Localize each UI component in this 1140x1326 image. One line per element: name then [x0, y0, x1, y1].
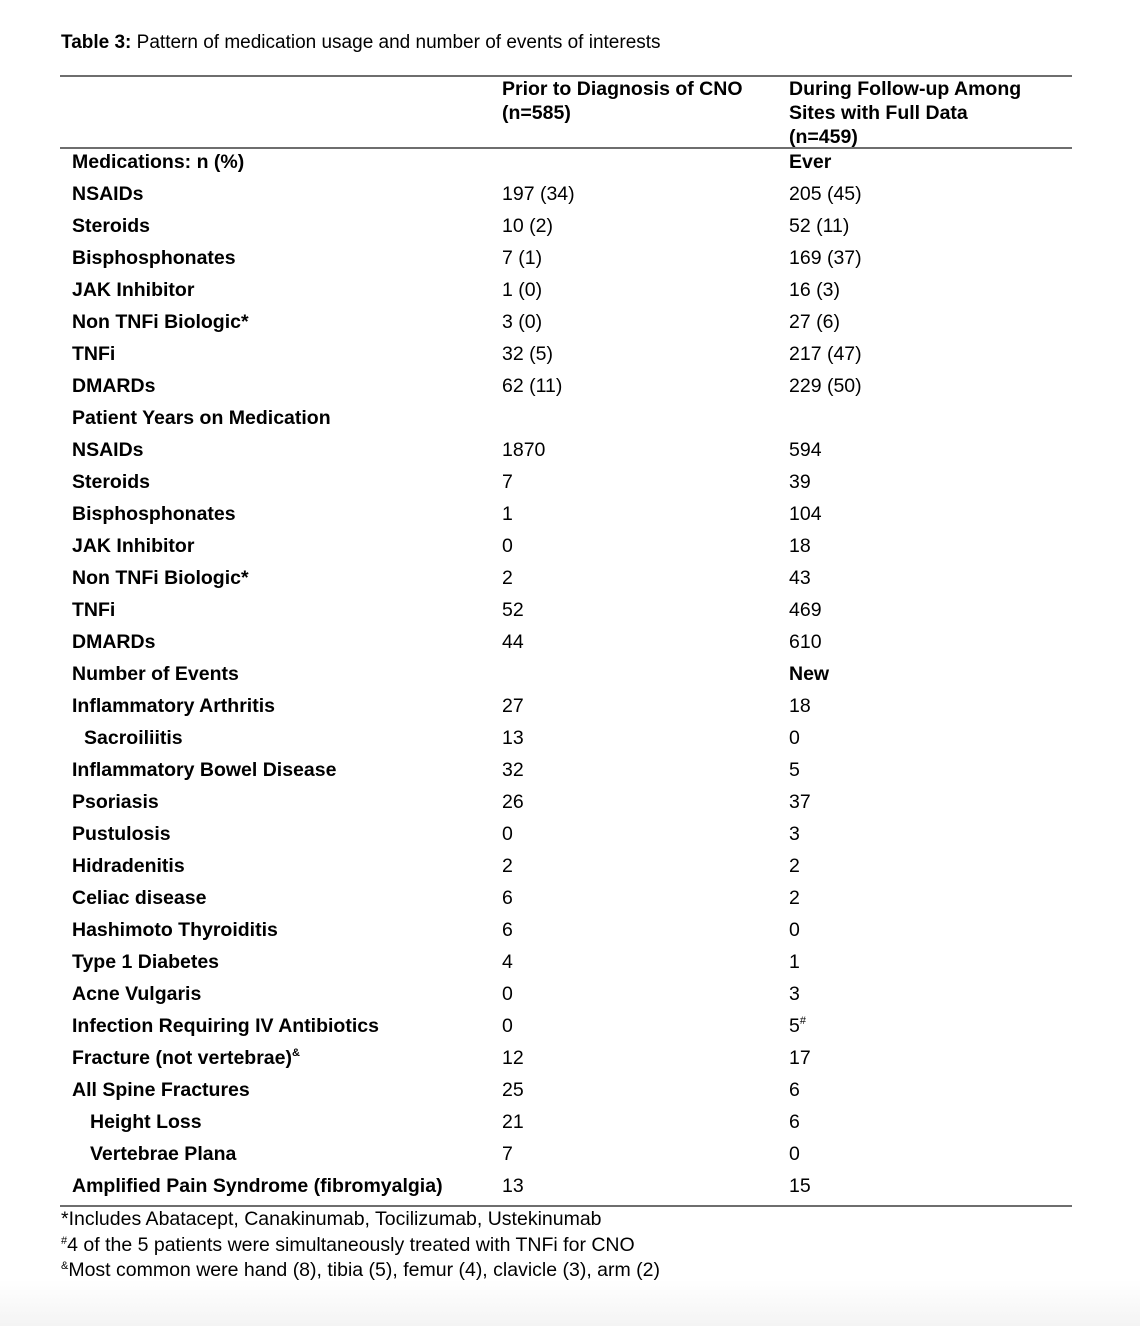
followup-value-text: 39 — [789, 471, 811, 493]
row-label-text: Inflammatory Bowel Disease — [72, 759, 337, 781]
table-row — [60, 306, 1072, 338]
prior-value: 21 — [502, 1111, 524, 1133]
row-label-text: Steroids — [72, 471, 151, 493]
row-label-text: Non TNFi Biologic* — [72, 567, 249, 589]
prior-value: 1870 — [502, 439, 546, 461]
row-label — [72, 210, 150, 242]
row-label — [72, 274, 194, 306]
table-title-label: Table 3: — [61, 32, 132, 53]
row-label-text: Steroids — [72, 215, 151, 237]
prior-value: 1 (0) — [502, 279, 543, 301]
followup-value-text: 6 — [789, 1111, 800, 1133]
row-label — [72, 786, 159, 818]
row-label — [72, 626, 155, 658]
row-label-text: Patient Years on Medication — [72, 407, 331, 429]
prior-value: 2 — [502, 855, 513, 877]
followup-value-text: 217 (47) — [789, 343, 862, 365]
row-label-text: Hashimoto Thyroiditis — [72, 919, 278, 941]
followup-value — [789, 1138, 800, 1170]
row-label-text: Number of Events — [72, 663, 239, 685]
table-row — [60, 1106, 1072, 1138]
row-label — [72, 178, 144, 210]
table-row — [60, 946, 1072, 978]
row-label-text: Non TNFi Biologic* — [72, 311, 249, 333]
table-row — [60, 1010, 1072, 1042]
table-row — [60, 178, 1072, 210]
column-header-followup-line3: (n=459) — [789, 126, 858, 148]
followup-value-text: 5 — [789, 1015, 800, 1037]
row-label — [72, 690, 275, 722]
column-header-followup — [789, 77, 1021, 149]
row-label — [84, 722, 183, 754]
row-label — [72, 338, 115, 370]
row-label-text: JAK Inhibitor — [72, 535, 195, 557]
row-label — [72, 466, 150, 498]
row-label — [72, 754, 336, 786]
prior-value: 2 — [502, 567, 513, 589]
row-label-text: Infection Requiring IV Antibiotics — [72, 1015, 379, 1037]
followup-value — [789, 434, 822, 466]
table-row — [60, 1170, 1072, 1202]
prior-value: 0 — [502, 1015, 513, 1037]
table-row — [60, 242, 1072, 274]
footnote-marker: & — [291, 1047, 300, 1059]
prior-value: 13 — [502, 727, 524, 749]
table-row — [60, 210, 1072, 242]
followup-value-text: 3 — [789, 823, 800, 845]
row-label-text: JAK Inhibitor — [72, 279, 195, 301]
row-label-text: Vertebrae Plana — [90, 1143, 237, 1165]
prior-value: 197 (34) — [502, 183, 575, 205]
row-label — [72, 242, 236, 274]
row-label — [72, 370, 155, 402]
table-row — [60, 1138, 1072, 1170]
prior-value: 7 — [502, 1143, 513, 1165]
column-header-prior — [502, 77, 743, 125]
prior-value: 0 — [502, 823, 513, 845]
prior-value: 44 — [502, 631, 524, 653]
row-label-text: Pustulosis — [72, 823, 171, 845]
row-label — [72, 530, 194, 562]
section-label — [72, 146, 244, 178]
column-header-followup-line1: During Follow-up Among — [789, 78, 1022, 100]
row-label-text: Inflammatory Arthritis — [72, 695, 275, 717]
row-label-text: NSAIDs — [72, 183, 144, 205]
footnote-text: 4 of the 5 patients were simultaneously treated with TNFi for CNO — [67, 1233, 635, 1256]
prior-value: 6 — [502, 919, 513, 941]
prior-value: 10 (2) — [502, 215, 553, 237]
row-label — [72, 434, 144, 466]
prior-value: 25 — [502, 1079, 524, 1101]
table-row — [60, 626, 1072, 658]
followup-value — [789, 242, 862, 274]
prior-value: 52 — [502, 599, 524, 621]
row-label-text: Height Loss — [90, 1111, 202, 1133]
row-label — [72, 978, 201, 1010]
row-label — [72, 882, 206, 914]
followup-value-text: 5 — [789, 759, 800, 781]
column-header-prior-line2: (n=585) — [502, 102, 571, 124]
row-label — [72, 1170, 443, 1202]
followup-value-text: 43 — [789, 567, 811, 589]
prior-value: 1 — [502, 503, 513, 525]
row-label-text: Celiac disease — [72, 887, 207, 909]
row-label-text: Hidradenitis — [72, 855, 185, 877]
table-row — [60, 754, 1072, 786]
row-label-text: Bisphosphonates — [72, 247, 236, 269]
prior-value: 12 — [502, 1047, 524, 1069]
row-label-text: DMARDs — [72, 631, 156, 653]
followup-value — [789, 306, 840, 338]
section-header-row — [60, 146, 1072, 178]
prior-value: 7 — [502, 471, 513, 493]
row-label — [72, 914, 278, 946]
row-label — [72, 562, 249, 594]
row-label — [72, 594, 115, 626]
prior-value: 6 — [502, 887, 513, 909]
table-row — [60, 370, 1072, 402]
table-row — [60, 1074, 1072, 1106]
followup-value-text: 18 — [789, 535, 811, 557]
row-label-text: Acne Vulgaris — [72, 983, 202, 1005]
row-label-text: All Spine Fractures — [72, 1079, 250, 1101]
followup-value — [789, 946, 800, 978]
row-label-text: Type 1 Diabetes — [72, 951, 220, 973]
table-title — [61, 31, 661, 55]
followup-value — [789, 338, 862, 370]
table-row — [60, 914, 1072, 946]
followup-value-text: 6 — [789, 1079, 800, 1101]
row-label-text: TNFi — [72, 343, 116, 365]
table-row — [60, 562, 1072, 594]
prior-value: 7 (1) — [502, 247, 543, 269]
row-label — [90, 1106, 202, 1138]
footnote-marker: # — [799, 1015, 806, 1027]
followup-value-text: 2 — [789, 855, 800, 877]
row-label — [72, 498, 236, 530]
table-row — [60, 722, 1072, 754]
row-label-text: Fracture (not vertebrae) — [72, 1047, 292, 1069]
followup-value — [789, 466, 811, 498]
followup-value — [789, 626, 822, 658]
followup-value — [789, 562, 811, 594]
followup-value-text: 104 — [789, 503, 822, 525]
followup-value-text: 0 — [789, 919, 800, 941]
column-header-followup-line2: Sites with Full Data — [789, 102, 968, 124]
followup-value — [789, 370, 862, 402]
prior-value: 13 — [502, 1175, 524, 1197]
row-label-text: DMARDs — [72, 375, 156, 397]
table-row — [60, 530, 1072, 562]
followup-value — [789, 690, 811, 722]
followup-value — [789, 722, 800, 754]
row-label — [72, 306, 249, 338]
table-row — [60, 882, 1072, 914]
followup-value — [789, 530, 811, 562]
followup-value — [789, 1010, 806, 1042]
row-label — [72, 1042, 300, 1074]
followup-value-text: 610 — [789, 631, 822, 653]
prior-value: 32 — [502, 759, 524, 781]
row-label — [72, 1010, 379, 1042]
followup-value-text: 17 — [789, 1047, 811, 1069]
row-label-text: Bisphosphonates — [72, 503, 236, 525]
row-label-text: Sacroiliitis — [84, 727, 183, 749]
followup-value-text: 169 (37) — [789, 247, 862, 269]
prior-value: 26 — [502, 791, 524, 813]
section-header-row — [60, 402, 1072, 434]
prior-value: 62 (11) — [502, 375, 563, 397]
followup-value-text: 594 — [789, 439, 822, 461]
row-label — [72, 850, 185, 882]
table-row — [60, 338, 1072, 370]
followup-value — [789, 178, 862, 210]
row-label — [90, 1138, 236, 1170]
followup-value-text: 16 (3) — [789, 279, 840, 301]
row-label — [72, 818, 171, 850]
followup-value-text: 229 (50) — [789, 375, 862, 397]
section-label — [72, 658, 239, 690]
followup-value-text: 469 — [789, 599, 822, 621]
row-label-text: TNFi — [72, 599, 116, 621]
followup-value — [789, 786, 811, 818]
followup-value — [789, 1106, 800, 1138]
followup-value — [789, 978, 800, 1010]
followup-value-text: Ever — [789, 151, 832, 173]
table-row — [60, 274, 1072, 306]
section-subheader — [789, 658, 829, 690]
followup-value-text: 27 (6) — [789, 311, 840, 333]
footnote — [61, 1233, 635, 1259]
followup-value-text: 0 — [789, 1143, 800, 1165]
followup-value-text: 205 (45) — [789, 183, 862, 205]
table-row — [60, 466, 1072, 498]
followup-value — [789, 1042, 811, 1074]
followup-value — [789, 210, 849, 242]
row-label — [72, 1074, 250, 1106]
table-row — [60, 1042, 1072, 1074]
followup-value — [789, 274, 840, 306]
prior-value: 32 (5) — [502, 343, 553, 365]
table-row — [60, 850, 1072, 882]
footnote-marker: # — [61, 1234, 68, 1247]
followup-value — [789, 850, 800, 882]
section-header-row — [60, 658, 1072, 690]
footnote-text: *Includes Abatacept, Canakinumab, Tocilizumab, Ustekinumab — [61, 1208, 602, 1230]
row-label — [72, 946, 219, 978]
followup-value-text: 37 — [789, 791, 811, 813]
footnote-marker: & — [61, 1260, 69, 1272]
followup-value-text: 1 — [789, 951, 800, 973]
footnote — [61, 1258, 660, 1284]
followup-value — [789, 594, 822, 626]
row-label-text: Amplified Pain Syndrome (fibromyalgia) — [72, 1175, 443, 1197]
followup-value-text: 15 — [789, 1175, 811, 1197]
followup-value — [789, 754, 800, 786]
followup-value-text: 18 — [789, 695, 811, 717]
footnote-text: Most common were hand (8), tibia (5), femur (4), clavicle (3), arm (2) — [68, 1259, 660, 1281]
row-label-text: NSAIDs — [72, 439, 144, 461]
section-label — [72, 402, 331, 434]
table-row — [60, 690, 1072, 722]
prior-value: 4 — [502, 951, 513, 973]
followup-value-text: 2 — [789, 887, 800, 909]
followup-value — [789, 914, 800, 946]
row-label-text: Psoriasis — [72, 791, 159, 813]
followup-value — [789, 818, 800, 850]
row-label-text: Medications: n (%) — [72, 151, 245, 173]
followup-value-text: New — [789, 663, 830, 685]
followup-value — [789, 1170, 811, 1202]
followup-value — [789, 498, 822, 530]
followup-value-text: 0 — [789, 727, 800, 749]
table-row — [60, 594, 1072, 626]
table-row — [60, 498, 1072, 530]
followup-value-text: 52 (11) — [789, 215, 850, 237]
prior-value: 27 — [502, 695, 524, 717]
prior-value: 0 — [502, 535, 513, 557]
table-row — [60, 978, 1072, 1010]
followup-value — [789, 1074, 800, 1106]
prior-value: 0 — [502, 983, 513, 1005]
section-subheader — [789, 146, 831, 178]
table-row — [60, 818, 1072, 850]
table-row — [60, 786, 1072, 818]
column-header-prior-line1: Prior to Diagnosis of CNO — [502, 78, 743, 100]
followup-value-text: 3 — [789, 983, 800, 1005]
followup-value — [789, 882, 800, 914]
footnote — [61, 1207, 602, 1233]
prior-value: 3 (0) — [502, 311, 543, 333]
table-title-text: Pattern of medication usage and number of events of interests — [131, 32, 661, 53]
table-row — [60, 434, 1072, 466]
